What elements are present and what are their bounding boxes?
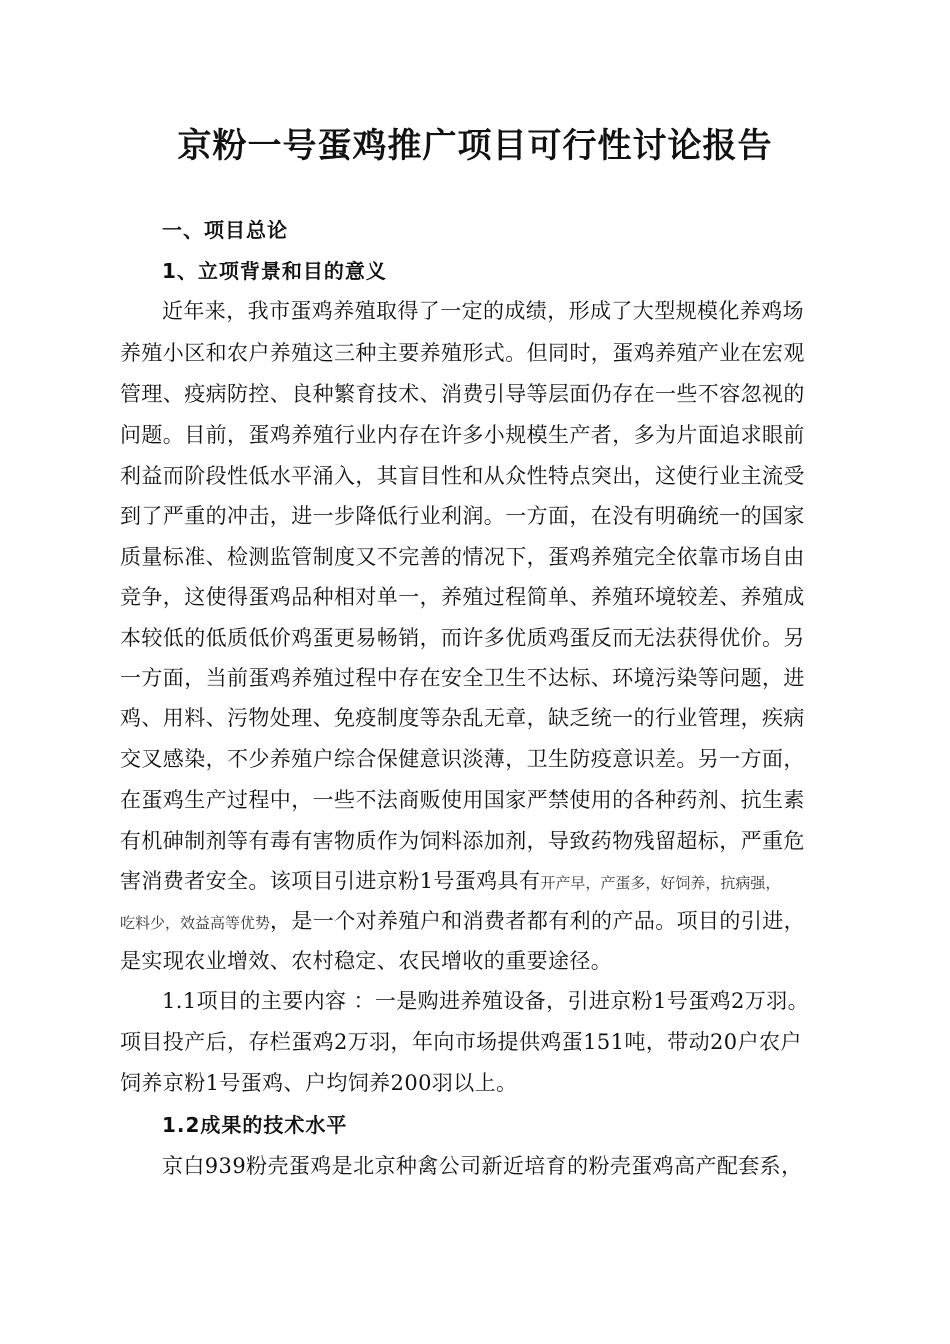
paragraph-line: 京白939粉壳蛋鸡是北京种禽公司新近培育的粉壳蛋鸡高产配套系， — [162, 1154, 803, 1178]
paragraph-line: 到了严重的冲击，进一步降低行业利润。一方面，在没有明确统一的国家 — [120, 504, 805, 528]
paragraph-line: 饲养京粉1号蛋鸡、户均饲养200羽以上。 — [120, 1071, 518, 1095]
paragraph-line: 竞争，这使得蛋鸡品种相对单一，养殖过程简单、养殖环境较差、养殖成 — [120, 585, 805, 609]
paragraph-line: 是实现农业增效、农村稳定、农民增收的重要途径。 — [120, 949, 613, 973]
paragraph-line — [120, 906, 840, 938]
text-run-small: 吃料少，效益高等优势 — [120, 914, 271, 932]
paragraph-line: 在蛋鸡生产过程中，一些不法商贩使用国家严禁使用的各种药剂、抗生素 — [120, 788, 805, 812]
paragraph-line: 1.1项目的主要内容 ：一是购进养殖设备，引进京粉1号蛋鸡2万羽。 — [162, 989, 809, 1013]
subsection-heading: 1、立项背景和目的意义 — [162, 259, 387, 283]
document-title: 京粉一号蛋鸡推广项目可行性讨论报告 — [177, 126, 773, 166]
paragraph-line: 养殖小区和农户养殖这三种主要养殖形式。但同时，蛋鸡养殖产业在宏观 — [120, 341, 805, 365]
paragraph-line: 近年来，我市蛋鸡养殖取得了一定的成绩，形成了大型规模化养鸡场 — [162, 299, 804, 323]
subsection-heading: 1.2成果的技术水平 — [162, 1113, 348, 1137]
paragraph-line — [120, 866, 840, 898]
paragraph-line: 管理、疫病防控、良种繁育技术、消费引导等层面仍存在一些不容忽视的 — [120, 382, 805, 406]
paragraph-line: 本较低的低质低价鸡蛋更易畅销，而许多优质鸡蛋反而无法获得优价。另 — [120, 626, 805, 650]
paragraph-line: 问题。目前，蛋鸡养殖行业内存在许多小规模生产者，多为片面追求眼前 — [120, 423, 805, 447]
paragraph-line: 鸡、用料、污物处理、免疫制度等杂乱无章，缺乏统一的行业管理，疾病 — [120, 706, 805, 730]
paragraph-line: 有机砷制剂等有毒有害物质作为饲料添加剂，导致药物残留超标，严重危 — [120, 829, 805, 853]
paragraph-line: 质量标准、检测监管制度又不完善的情况下，蛋鸡养殖完全依靠市场自由 — [120, 545, 805, 569]
section-heading: 一、项目总论 — [162, 218, 288, 242]
text-run: 害消费者安全。该项目引进京粉1号蛋鸡具有 — [120, 869, 541, 893]
paragraph-line: 项目投产后，存栏蛋鸡2万羽，年向市场提供鸡蛋151吨，带动20户农户 — [120, 1030, 802, 1054]
text-run-small: 开产早，产蛋多，好饲养，抗病强， — [540, 874, 781, 892]
text-run: ，是一个对养殖户和消费者都有利的产品。项目的引进， — [270, 909, 806, 933]
paragraph-line: 交叉感染，不少养殖户综合保健意识淡薄，卫生防疫意识差。另一方面， — [120, 747, 805, 771]
paragraph-line: 利益而阶段性低水平涌入，其盲目性和从众性特点突出，这使行业主流受 — [120, 464, 805, 488]
paragraph-line: 一方面，当前蛋鸡养殖过程中存在安全卫生不达标、环境污染等问题，进 — [120, 666, 805, 690]
